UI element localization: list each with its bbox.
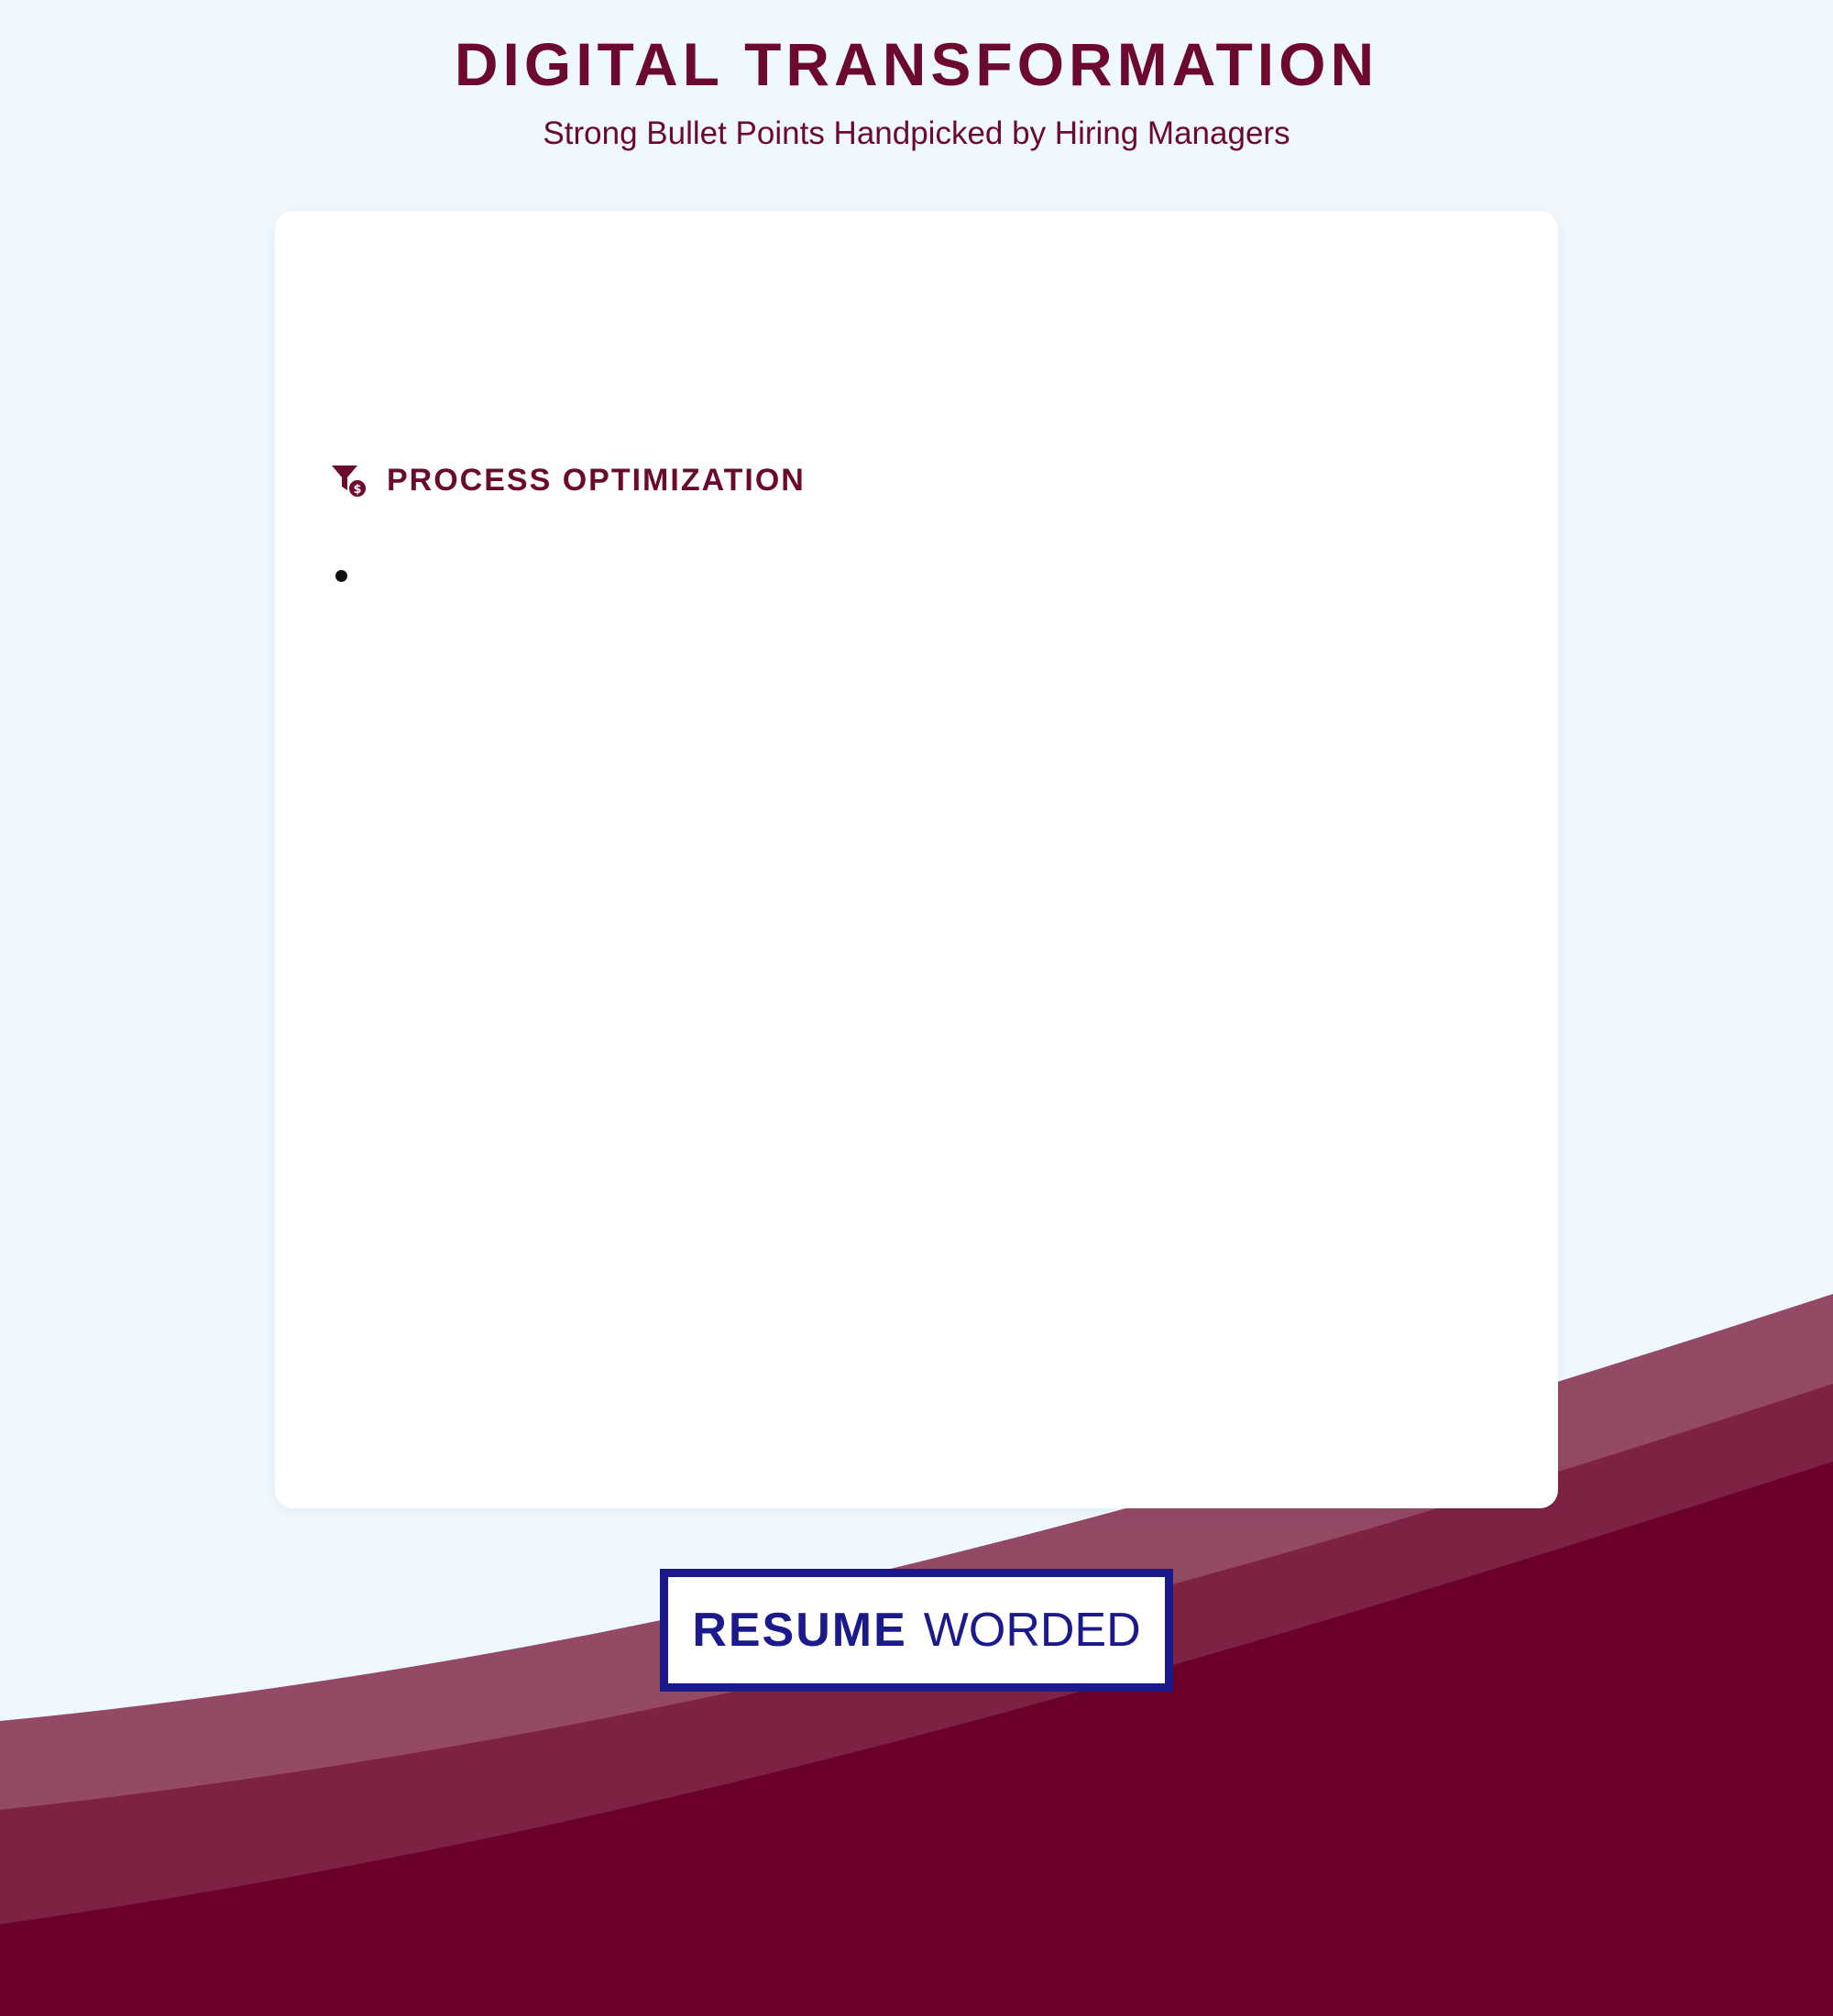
svg-text:$: $ — [353, 483, 362, 497]
page-header — [0, 27, 1833, 154]
section-title: PROCESS OPTIMIZATION — [387, 462, 806, 498]
funnel-dollar-icon — [330, 461, 368, 499]
resume-worded-logo — [660, 1569, 1173, 1692]
section-heading-process-optimization — [330, 460, 806, 500]
page-title: DIGITAL TRANSFORMATION — [454, 30, 1379, 98]
page-subtitle: Strong Bullet Points Handpicked by Hiring Managers — [543, 115, 1290, 151]
bullet-dot — [335, 570, 347, 582]
logo-light-text: WORDED — [923, 1604, 1141, 1657]
logo-bold-text: RESUME — [692, 1604, 907, 1657]
bullet-card — [275, 211, 1558, 1508]
